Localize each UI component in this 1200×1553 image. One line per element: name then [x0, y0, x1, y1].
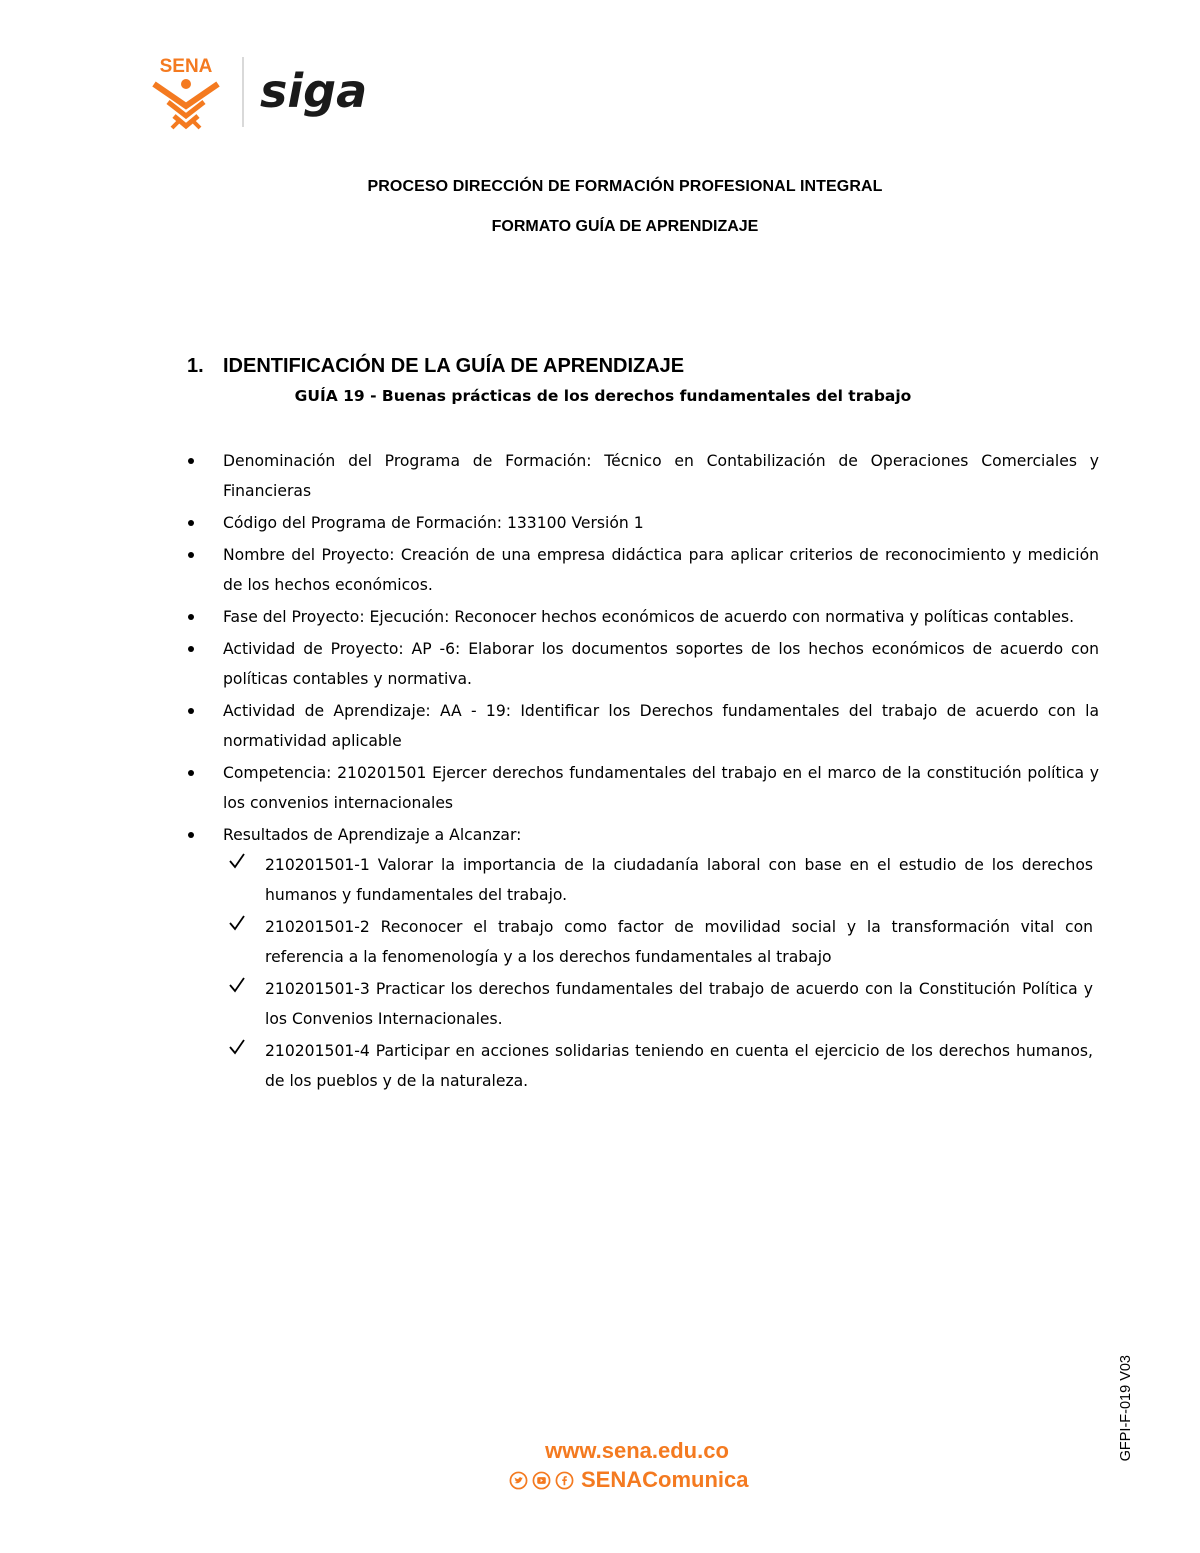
- result-item-text: 210201501-4 Participar en acciones solidarias teniendo en cuenta el ejercicio de los derechos humanos, de los pueblos y de la naturaleza.: [265, 1042, 1093, 1090]
- list-item-text: Resultados de Aprendizaje a Alcanzar:: [223, 826, 522, 844]
- footer-website-link[interactable]: www.sena.edu.co: [545, 1438, 729, 1463]
- bullet-icon: [188, 458, 194, 464]
- result-item-text: 210201501-3 Practicar los derechos fundamentales del trabajo de acuerdo con la Constitución Política y los Convenios Internacionales.: [265, 980, 1093, 1028]
- checkmark-icon: [229, 977, 245, 993]
- result-item: [223, 850, 1093, 910]
- section-number: 1.: [187, 355, 204, 377]
- bullet-icon: [188, 646, 194, 652]
- list-item: [187, 758, 1099, 818]
- process-title: PROCESO DIRECCIÓN DE FORMACIÓN PROFESIONAL INTEGRAL: [367, 178, 883, 195]
- youtube-icon[interactable]: [532, 1471, 551, 1490]
- bullet-icon: [188, 552, 194, 558]
- list-item: [187, 634, 1099, 694]
- bullet-icon: [188, 708, 194, 714]
- footer-social: [509, 1467, 748, 1493]
- section-heading: [187, 355, 684, 378]
- siga-logo: [260, 62, 375, 122]
- result-item: [223, 1036, 1093, 1096]
- identification-list: [187, 446, 1099, 1098]
- list-item-text: Nombre del Proyecto: Creación de una empresa didáctica para aplicar criterios de reconocimiento y medición de los hechos económicos.: [223, 546, 1099, 594]
- result-item: [223, 912, 1093, 972]
- section-heading-text: IDENTIFICACIÓN DE LA GUÍA DE APRENDIZAJE: [223, 355, 685, 377]
- list-item-text: Actividad de Aprendizaje: AA - 19: Identificar los Derechos fundamentales del trabajo de acuerdo con la normatividad aplicable: [223, 702, 1099, 750]
- list-item-text: Denominación del Programa de Formación: Técnico en Contabilización de Operaciones Comerciales y Financieras: [223, 452, 1099, 500]
- bullet-icon: [188, 832, 194, 838]
- facebook-icon[interactable]: [555, 1471, 574, 1490]
- social-handle[interactable]: SENAComunica: [581, 1467, 749, 1492]
- svg-text:siga: siga: [260, 64, 368, 118]
- guide-title: GUÍA 19 - Buenas prácticas de los derechos fundamentales del trabajo: [294, 387, 912, 405]
- sena-logo: [150, 54, 222, 130]
- logo-divider: [242, 57, 244, 127]
- list-item-text: Competencia: 210201501 Ejercer derechos fundamentales del trabajo en el marco de la constitución política y los convenios internacionales: [223, 764, 1099, 812]
- list-item: [187, 602, 1099, 632]
- list-item: [187, 508, 1099, 538]
- list-item: [187, 540, 1099, 600]
- list-item: [187, 820, 1099, 1096]
- list-item-text: Actividad de Proyecto: AP -6: Elaborar los documentos soportes de los hechos económicos de acuerdo con políticas contables y normativa.: [223, 640, 1099, 688]
- bullet-icon: [188, 520, 194, 526]
- checkmark-icon: [229, 915, 245, 931]
- result-item-text: 210201501-1 Valorar la importancia de la ciudadanía laboral con base en el estudio de los derechos humanos y fundamentales del trabajo.: [265, 856, 1093, 904]
- twitter-icon[interactable]: [509, 1471, 528, 1490]
- document-code: GFPI-F-019 V03: [1118, 1355, 1134, 1462]
- list-item-text: Fase del Proyecto: Ejecución: Reconocer hechos económicos de acuerdo con normativa y políticas contables.: [223, 608, 1075, 626]
- checkmark-icon: [229, 1039, 245, 1055]
- learning-results-list: [223, 850, 1099, 1096]
- list-item: [187, 696, 1099, 756]
- bullet-icon: [188, 614, 194, 620]
- result-item-text: 210201501-2 Reconocer el trabajo como factor de movilidad social y la transformación vital con referencia a la fenomenología y a los derechos fundamentales al trabajo: [265, 918, 1093, 966]
- format-title: FORMATO GUÍA DE APRENDIZAJE: [491, 218, 759, 235]
- bullet-icon: [188, 770, 194, 776]
- header-logos: [150, 52, 375, 132]
- svg-text:SENA: SENA: [159, 56, 213, 77]
- result-item: [223, 974, 1093, 1034]
- list-item-text: Código del Programa de Formación: 133100 Versión 1: [223, 514, 644, 532]
- list-item: [187, 446, 1099, 506]
- checkmark-icon: [229, 853, 245, 869]
